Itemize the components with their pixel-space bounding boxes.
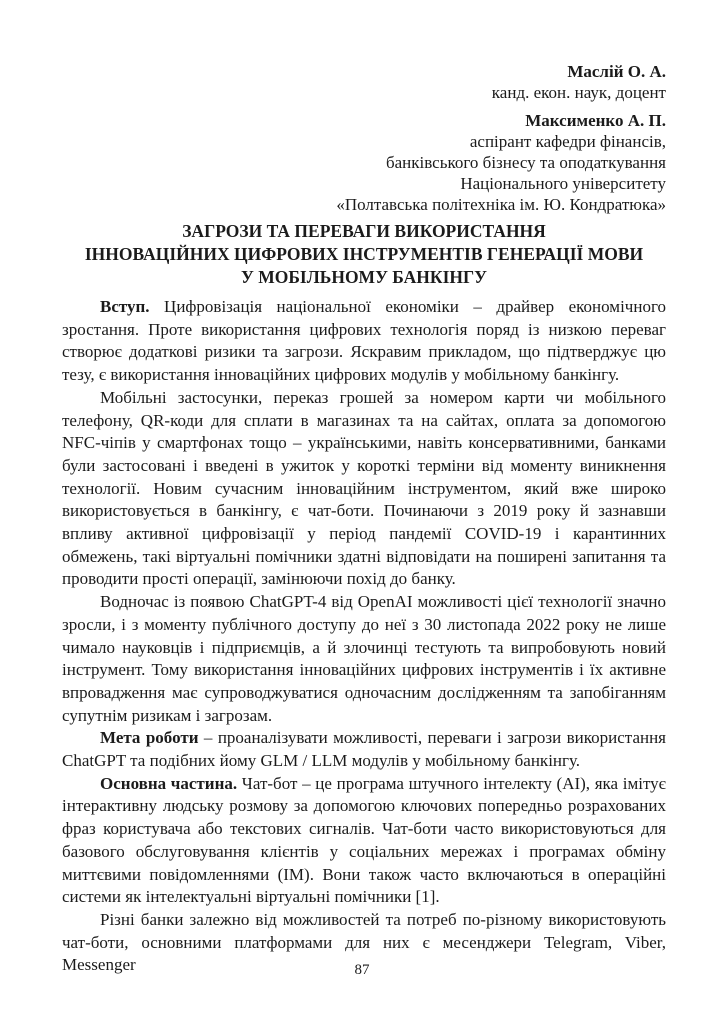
page-content xyxy=(62,61,666,977)
paragraph-lead: Мета роботи xyxy=(100,728,199,748)
paragraph-goal xyxy=(62,727,666,772)
paragraph-chatgpt xyxy=(62,591,666,727)
author-affiliation-line: Національного університету xyxy=(460,174,666,193)
title-line: У МОБІЛЬНОМУ БАНКІНГУ xyxy=(241,267,487,287)
paragraph-lead: Вступ. xyxy=(100,297,150,316)
paragraph-text: Різні банки залежно від можливостей та потреб по-різному використовують чат-боти, основними платформами для них є месенджери Telegram, Viber, Messenger xyxy=(62,909,666,975)
page-number: 87 xyxy=(354,962,370,978)
paragraph-text: – проаналізувати можливості, переваги і загрози використання ChatGPT та подібних йому GLM / LLM модулів у мобільному банкінгу. xyxy=(62,728,666,771)
paragraph-lead: Основна частина. xyxy=(100,773,238,793)
paragraph-main-part xyxy=(62,773,666,909)
author-name-2: Максименко А. П. xyxy=(525,111,666,130)
author-block xyxy=(62,61,666,215)
paragraph-text: Чат-бот – це програма штучного інтелекту (AI), яка імітує інтерактивну людську розмову за допомогою ключових попередньо розрахованих фраз користувача або текстових сигналів. Чат-боти часто використовуються для базового обслуговування клієнтів у соціальних мережах і програмах обміну миттєвими повідомленнями (IM). Вони також часто включаються в операційні системи як інтелектуальні віртуальні помічники [1]. xyxy=(62,773,666,907)
paragraph-mobile-apps xyxy=(62,387,666,591)
title-line: ЗАГРОЗИ ТА ПЕРЕВАГИ ВИКОРИСТАННЯ xyxy=(182,221,546,241)
article-body xyxy=(62,296,666,977)
paragraph-intro xyxy=(62,296,666,387)
paragraph-text: Мобільні застосунки, переказ грошей за номером карти чи мобільного телефону, QR-коди для сплати в магазинах та на сайтах, оплата за допомогою NFC-чіпів у смартфонах тощо – українськими, навіть консервативними, банками були застосовані і введені в ужиток у короткі терміни від моменту виникнення технології. Новим сучасним інноваційним інструментом, який вже широко використовується в банкінгу, є чат-боти. Починаючи з 2019 року й зазнавши впливу активної цифровізації у період пандемії COVID-19 і карантинних обмежень, такі віртуальні помічники здатні відповідати на поширені запитання та проводити прості операції, замінюючи похід до банку. xyxy=(62,387,666,589)
paragraph-text: Водночас із появою ChatGPT-4 від OpenAI можливості цієї технології значно зросли, і з моменту публічного доступу до неї з 30 листопада 2022 року не лише чимало науковців і підприємців, а й злочинці тестують та випробовують новий інструмент. Тому використання інноваційних цифрових інструментів і їх активне впровадження має супроводжуватися одночасним дослідженням та запобіганням супутнім ризикам і загрозам. xyxy=(62,592,666,725)
paragraph-text: Цифровізація національної економіки – драйвер економічного зростання. Проте використання цифрових технологія поряд із низкою переваг створює додаткові ризики та загрози. Яскравим прикладом, що підтверджує цю тезу, є використання інноваційних цифрових модулів у мобільному банкінгу. xyxy=(62,297,666,385)
author-degree-1: канд. екон. наук, доцент xyxy=(491,83,666,102)
article-title xyxy=(62,220,666,289)
author-affiliation-line: аспірант кафедри фінансів, xyxy=(469,132,666,151)
title-line: ІННОВАЦІЙНИХ ЦИФРОВИХ ІНСТРУМЕНТІВ ГЕНЕРАЦІЇ МОВИ xyxy=(84,244,644,264)
author-name-1: Маслій О. А. xyxy=(567,62,666,81)
author-affiliation-line: «Полтавська політехніка ім. Ю. Кондратюка» xyxy=(336,195,666,214)
author-affiliation-line: банківського бізнесу та оподаткування xyxy=(385,153,666,172)
